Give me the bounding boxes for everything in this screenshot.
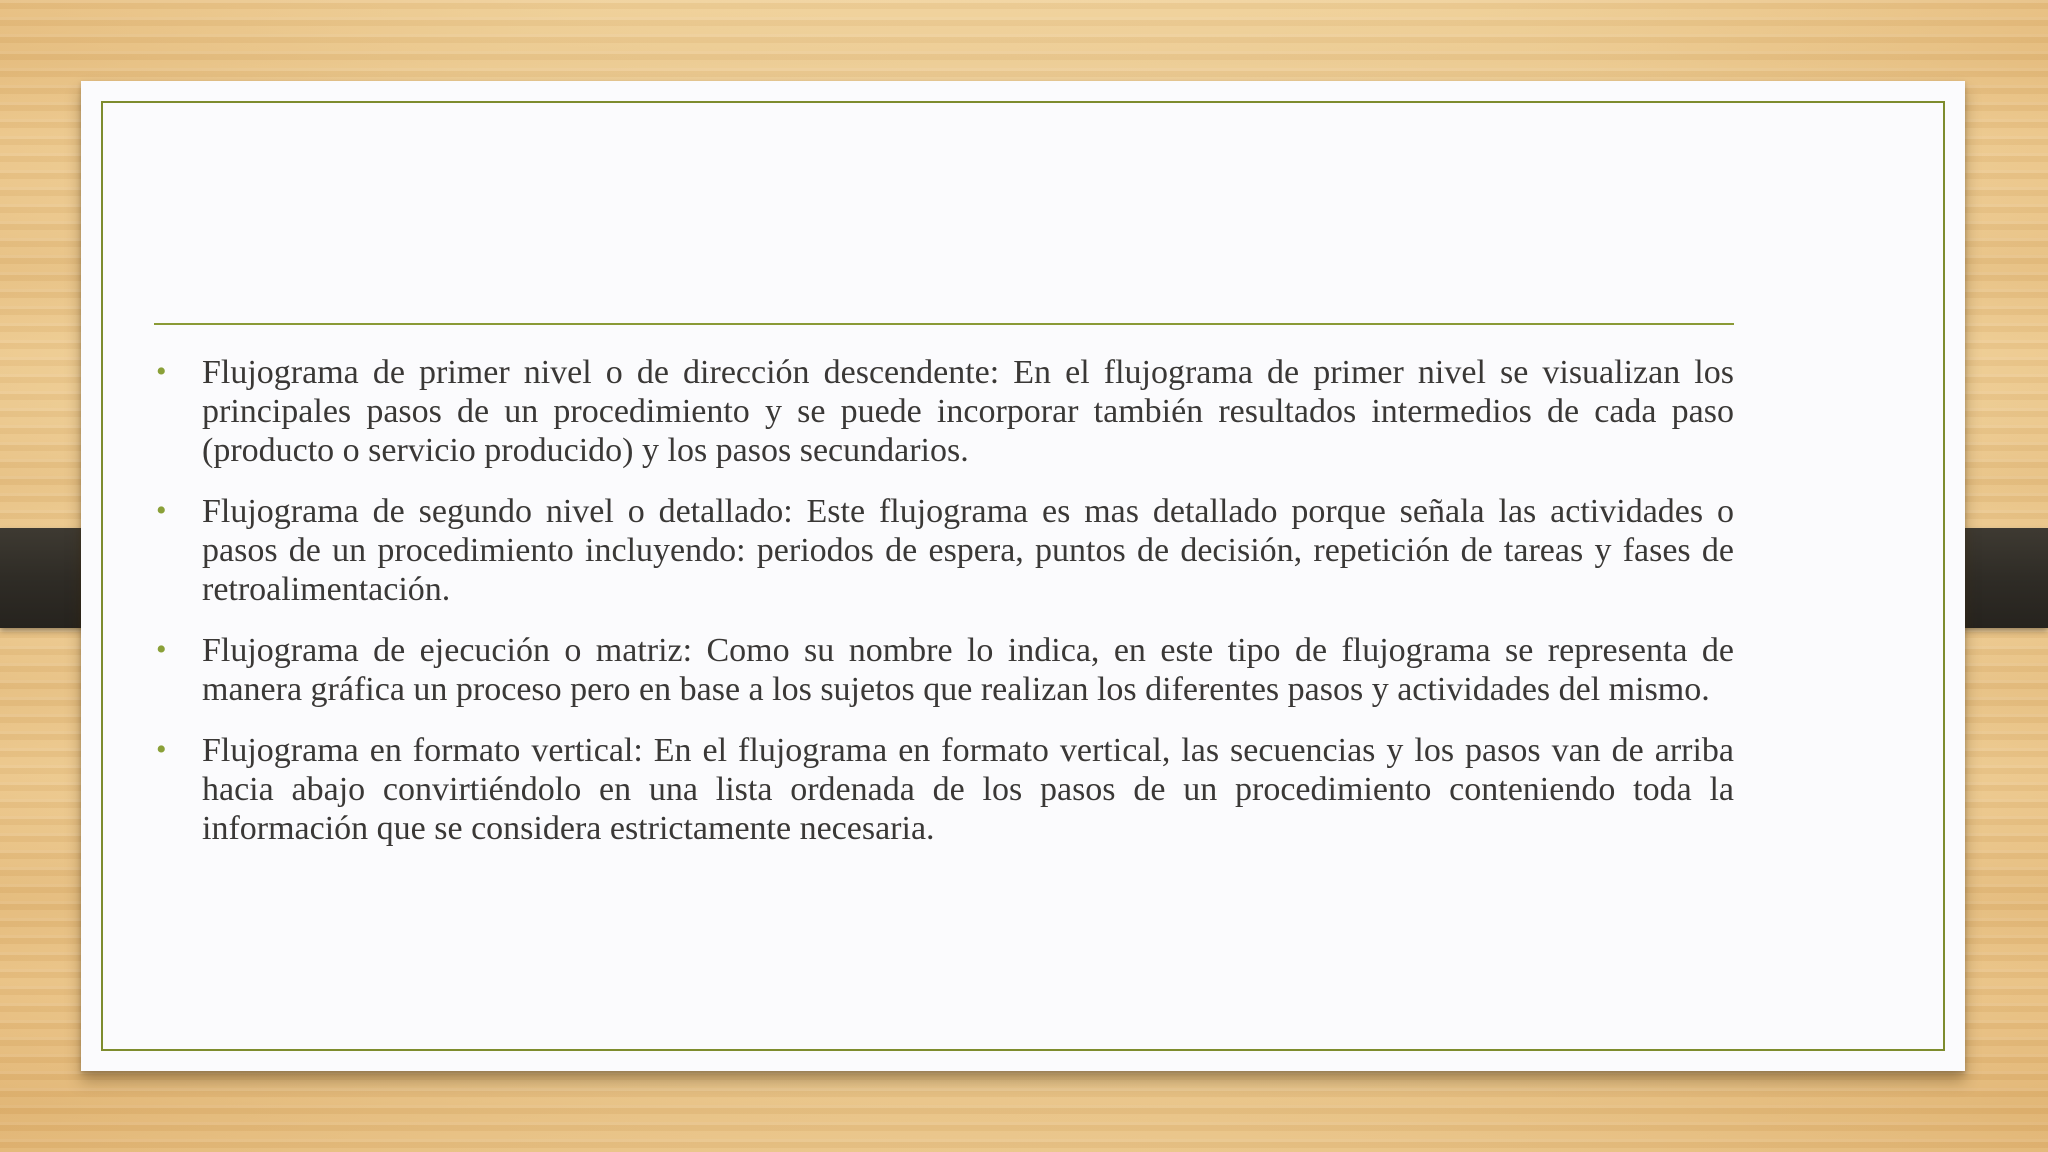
bullet-text: Flujograma de primer nivel o de dirección descendente: En el flujograma de primer nivel se visualizan los principales pasos de un procedimiento y se puede incorporar también resultados intermedios de cada paso (producto o servicio producido) y los pasos secundarios. — [202, 354, 1734, 469]
bullet-text: Flujograma de segundo nivel o detallado: Este flujograma es mas detallado porque señala las actividades o pasos de un procedimiento incluyendo: periodos de espera, puntos de decisión, repetición de tareas y fases de retroalimentación. — [202, 493, 1734, 608]
bullet-dot-icon: • — [156, 494, 167, 527]
bullet-item-ejecucion-matriz — [154, 631, 1734, 709]
bullet-dot-icon: • — [156, 355, 167, 388]
bullet-text: Flujograma en formato vertical: En el flujograma en formato vertical, las secuencias y los pasos van de arriba hacia abajo convirtiéndolo en una lista ordenada de los pasos de un procedimiento conteniendo toda la información que se considera estrictamente necesaria. — [202, 732, 1734, 847]
title-divider-line — [154, 323, 1734, 325]
slide-content — [154, 323, 1734, 870]
bullet-list — [154, 353, 1734, 848]
bullet-dot-icon: • — [156, 633, 167, 666]
bullet-item-formato-vertical — [154, 731, 1734, 848]
bullet-dot-icon: • — [156, 733, 167, 766]
bullet-text: Flujograma de ejecución o matriz: Como su nombre lo indica, en este tipo de flujograma se representa de manera gráfica un proceso pero en base a los sujetos que realizan los diferentes pasos y actividades del mismo. — [202, 632, 1734, 708]
bullet-item-segundo-nivel — [154, 492, 1734, 609]
bullet-item-primer-nivel — [154, 353, 1734, 470]
